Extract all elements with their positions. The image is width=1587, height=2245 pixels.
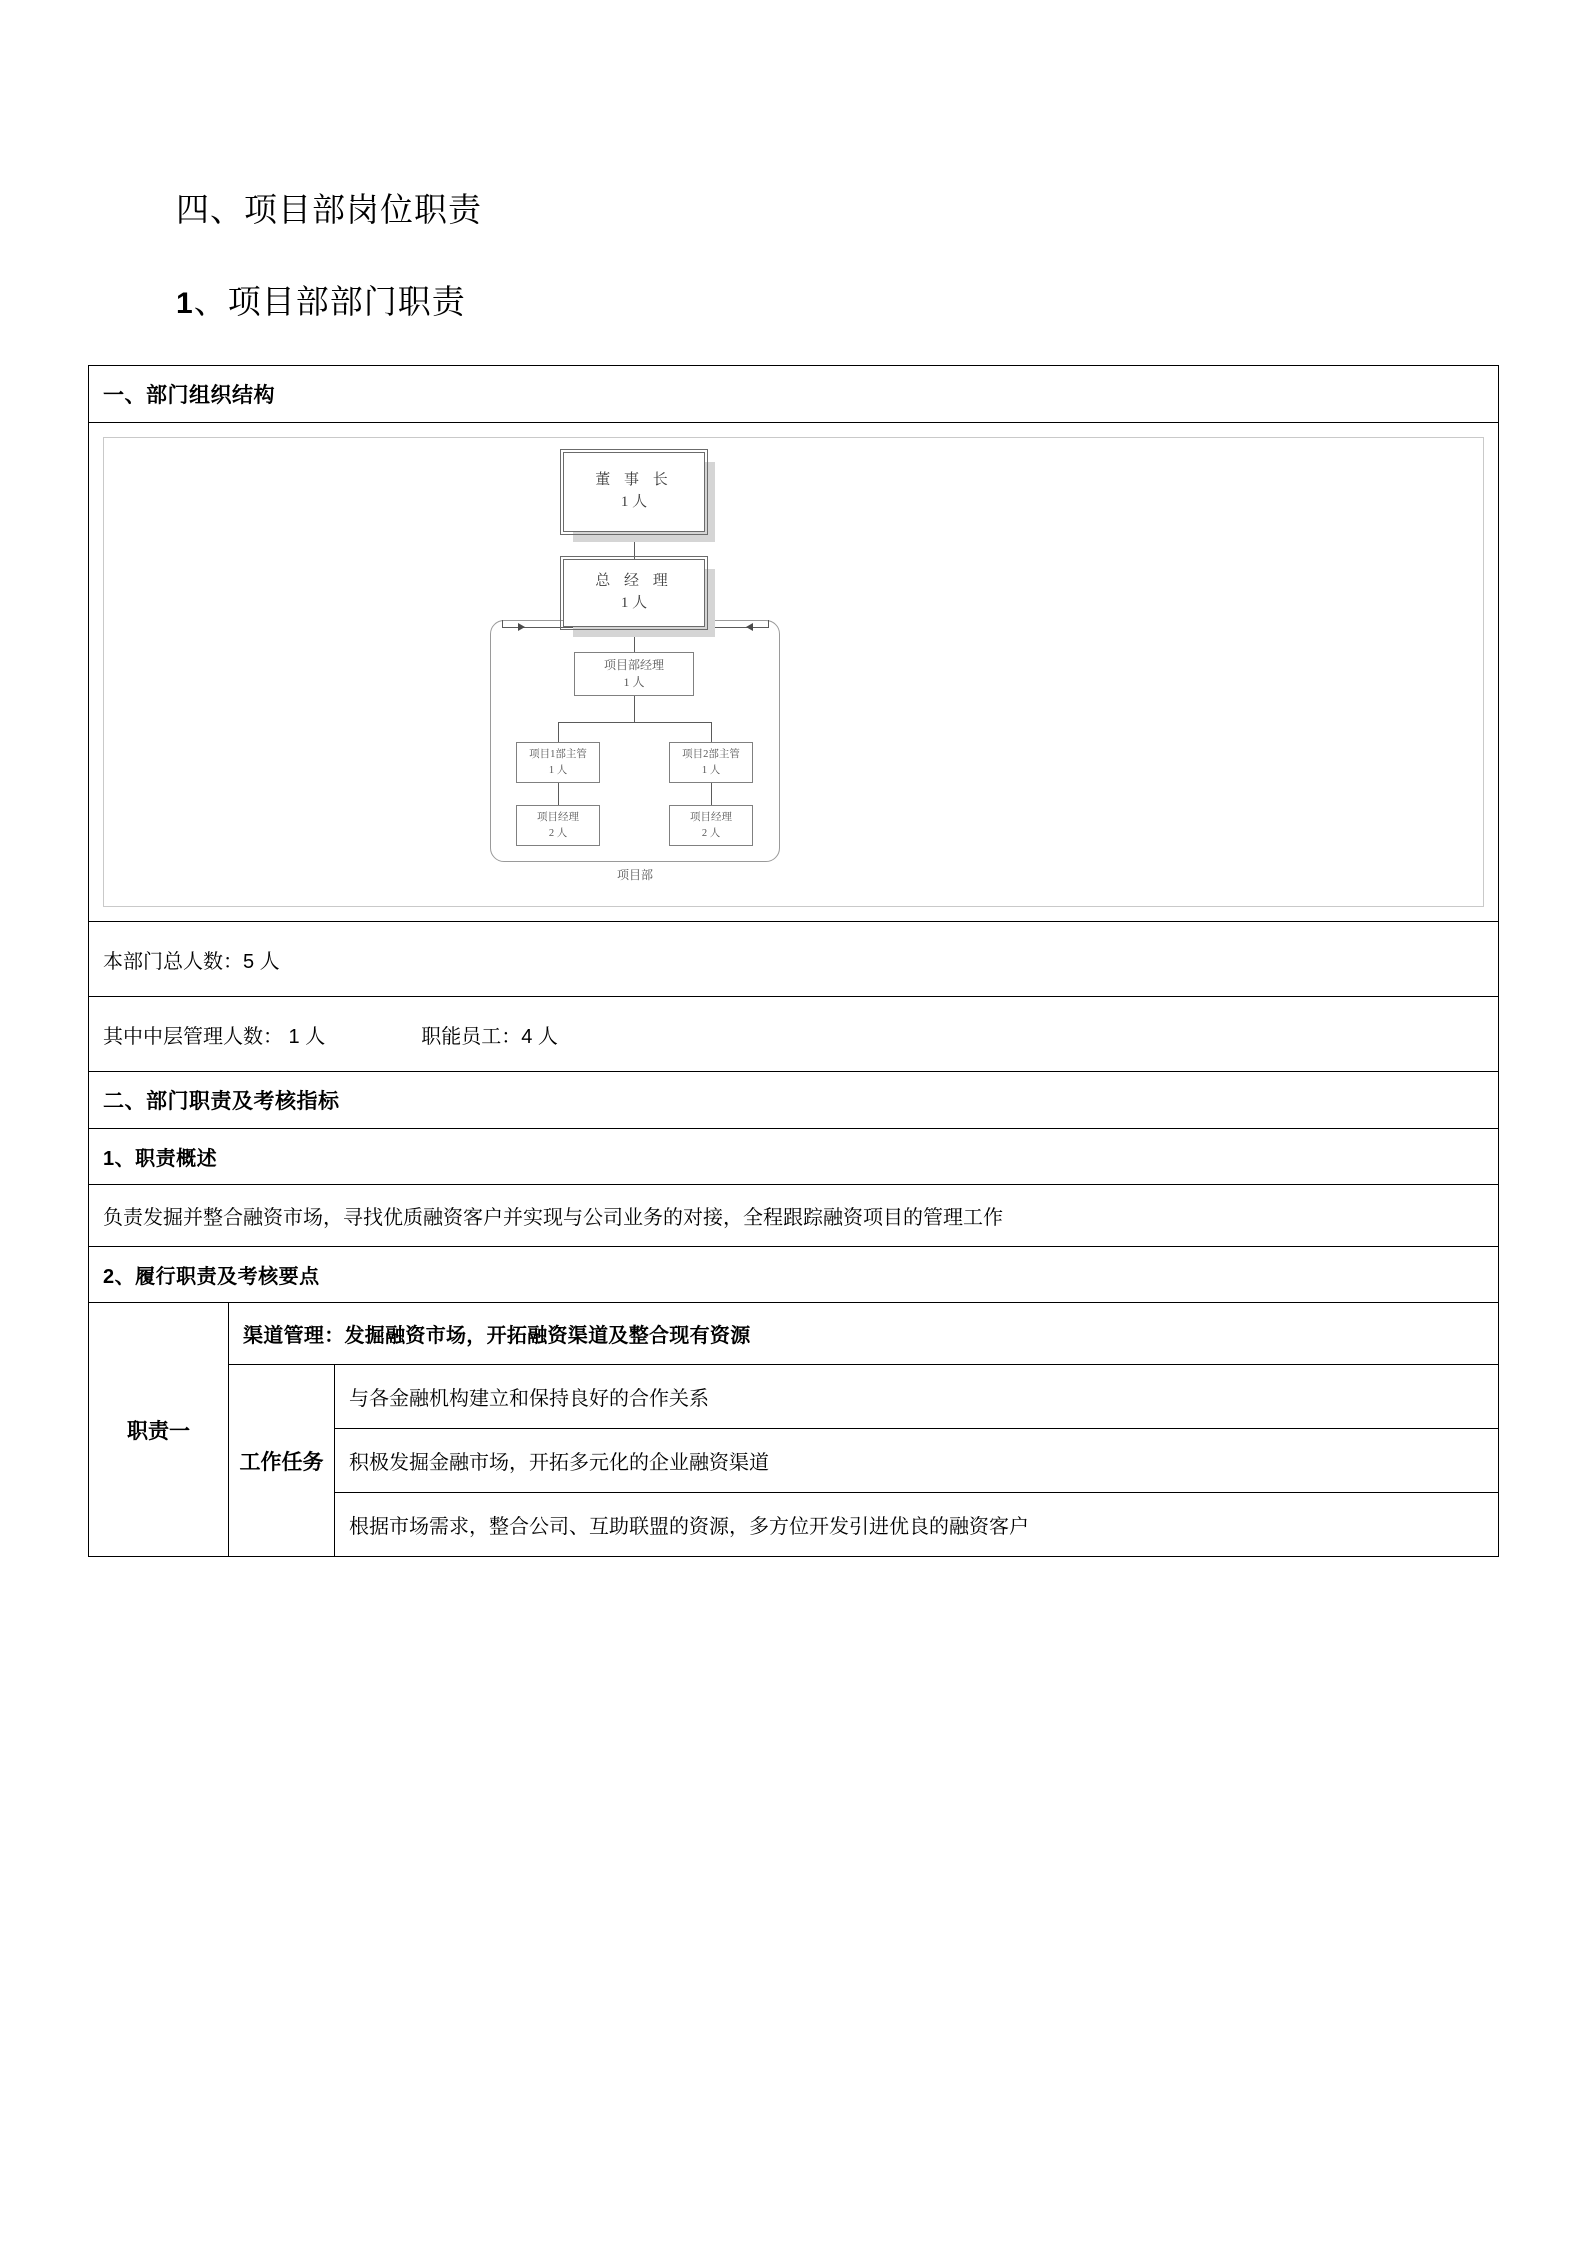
org-node-count: 1 人 [620, 595, 648, 612]
org-node-title: 项目经理 [690, 812, 732, 824]
section-2-title: 二、部门职责及考核指标 [89, 1072, 1499, 1129]
duty-one-label: 职责一 [89, 1303, 229, 1557]
duty-one-title: 渠道管理：发掘融资市场，开拓融资渠道及整合现有资源 [229, 1303, 1499, 1365]
org-node-title: 项目部经理 [603, 657, 664, 672]
connector-chairman-gm [634, 533, 635, 559]
project-dept-group-label: 项目部 [616, 868, 653, 883]
connector-deptmgr-down [634, 696, 635, 722]
org-node-title: 项目1部主管 [529, 749, 587, 761]
org-node-title: 总 经 理 [595, 573, 673, 590]
functional-staff-count: 职能员工：4 人 [421, 1025, 558, 1048]
sub-section-2-title: 2、履行职责及考核要点 [89, 1247, 1499, 1303]
subtitle-text: 、项目部部门职责 [193, 284, 466, 321]
table-row [89, 922, 1499, 997]
org-node-count: 2 人 [701, 827, 721, 839]
connector-gm-bus-right [768, 620, 769, 628]
table-row [89, 1129, 1499, 1185]
middle-management-count: 其中中层管理人数： 1 人 [103, 1025, 326, 1048]
table-row [89, 997, 1499, 1072]
org-node-supervisor-1 [516, 742, 600, 783]
table-row [89, 1185, 1499, 1247]
org-node-chairman [563, 452, 705, 532]
org-node-project-manager-1 [516, 805, 600, 846]
org-chart-cell [89, 423, 1499, 922]
table-row [89, 1072, 1499, 1129]
connector-bus-to-sup2 [711, 722, 712, 742]
sub-section-1-title: 1、职责概述 [89, 1129, 1499, 1185]
org-node-count: 1 人 [701, 764, 721, 776]
arrow-left-icon [746, 623, 753, 631]
arrow-right-icon [518, 623, 525, 631]
table-row [89, 1247, 1499, 1303]
department-responsibility-table [88, 365, 1499, 1557]
staff-breakdown-row [89, 997, 1499, 1072]
connector-gm-deptmanager [634, 627, 635, 652]
org-node-supervisor-2 [669, 742, 753, 783]
org-node-title: 项目经理 [537, 812, 579, 824]
org-node-general-manager [563, 559, 705, 627]
connector-sup2-pm2 [711, 783, 712, 805]
work-task-item: 与各金融机构建立和保持良好的合作关系 [335, 1365, 1499, 1429]
section-subtitle [88, 232, 1499, 324]
org-node-count: 1 人 [623, 675, 645, 690]
org-node-project-manager-2 [669, 805, 753, 846]
work-task-item: 积极发掘金融市场，开拓多元化的企业融资渠道 [335, 1429, 1499, 1493]
org-node-count: 2 人 [548, 827, 568, 839]
org-chart-frame [103, 437, 1484, 907]
org-node-count: 1 人 [620, 494, 648, 511]
org-node-dept-manager [574, 652, 694, 696]
connector-gm-bus-left [502, 620, 503, 628]
org-chart [104, 438, 1483, 906]
page-title: 四、项目部岗位职责 [176, 193, 482, 229]
work-task-label: 工作任务 [229, 1365, 335, 1557]
connector-gm-bus [502, 627, 768, 628]
table-row [89, 1303, 1499, 1365]
table-row [89, 366, 1499, 423]
connector-sup1-pm1 [558, 783, 559, 805]
connector-bus-to-sup1 [558, 722, 559, 742]
table-row [89, 1365, 1499, 1429]
org-node-title: 董 事 长 [595, 472, 673, 489]
connector-supervisor-bus [558, 722, 711, 723]
org-node-title: 项目2部主管 [682, 749, 740, 761]
table-row [89, 423, 1499, 922]
work-task-item: 根据市场需求，整合公司、互助联盟的资源，多方位开发引进优良的融资客户 [335, 1493, 1499, 1557]
duty-overview-text: 负责发掘并整合融资市场，寻找优质融资客户并实现与公司业务的对接，全程跟踪融资项目的管理工作 [89, 1185, 1499, 1247]
subtitle-number: 1 [176, 286, 194, 320]
total-staff-value: 本部门总人数：5 人 [89, 922, 1499, 997]
org-node-count: 1 人 [548, 764, 568, 776]
section-1-title: 一、部门组织结构 [89, 366, 1499, 423]
